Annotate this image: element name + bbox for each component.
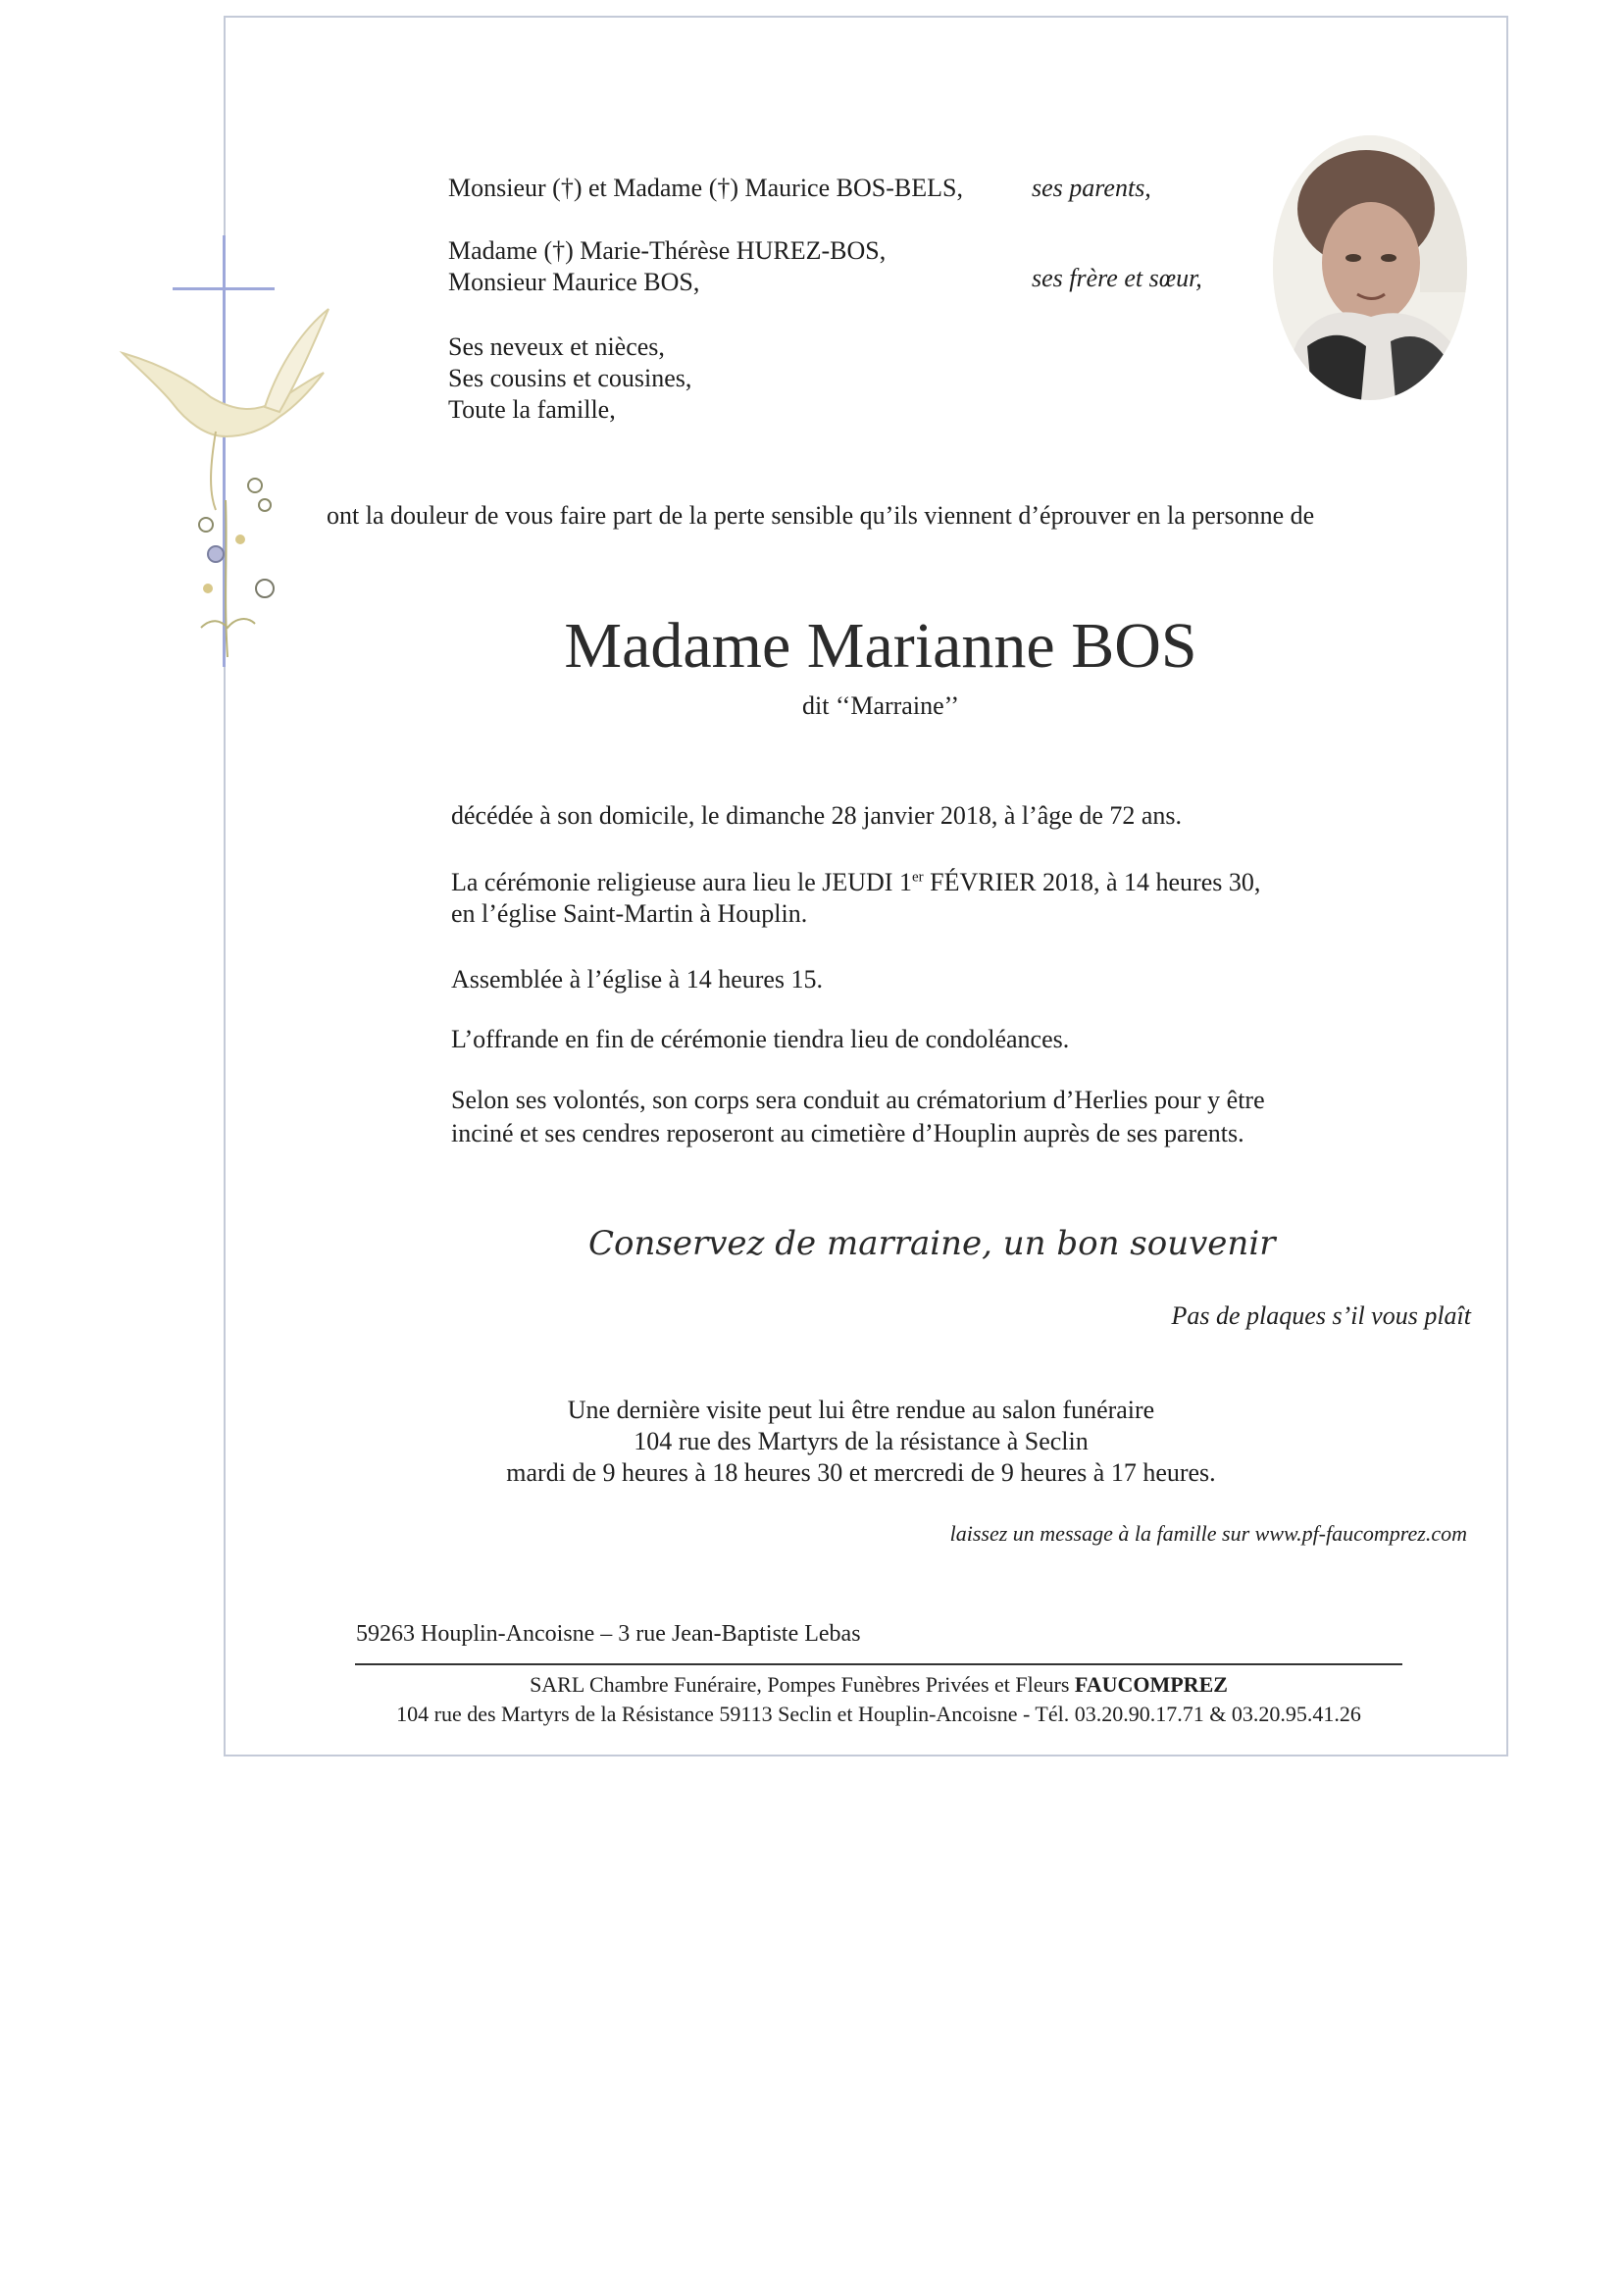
ceremony-place: en l’église Saint-Martin à Houplin. [451, 899, 808, 928]
relatives-line-1: Ses neveux et nièces, [448, 332, 665, 361]
wishes-line-1: Selon ses volontés, son corps sera conduit au crématorium d’Herlies pour y être [451, 1086, 1265, 1114]
deceased-nickname: dit ‘‘Marraine’’ [802, 691, 959, 720]
memorial-quote: Conservez de marraine, un bon souvenir [588, 1224, 1276, 1263]
announcement-text: ont la douleur de vous faire part de la perte sensible qu’ils viennent d’éprouver en la personne de [327, 501, 1315, 530]
siblings-role: ses frère et sœur, [1032, 264, 1202, 292]
company-line-2: 104 rue des Martyrs de la Résistance 59113 Seclin et Houplin-Ancoisne - Tél. 03.20.90.17.71 & 03.20.95.41.26 [396, 1702, 1361, 1726]
cross-icon-bar [173, 287, 275, 290]
family-address: 59263 Houplin-Ancoisne – 3 rue Jean-Baptiste Lebas [356, 1621, 861, 1647]
wishes-line-2: inciné et ses cendres reposeront au cimetière d’Houplin auprès de ses parents. [451, 1119, 1244, 1147]
dove-icon [118, 304, 333, 677]
parents-role: ses parents, [1032, 174, 1151, 202]
message-link[interactable]: laissez un message à la famille sur www.pf-faucomprez.com [949, 1521, 1467, 1546]
offering-text: L’offrande en fin de cérémonie tiendra lieu de condoléances. [451, 1025, 1070, 1053]
death-details: décédée à son domicile, le dimanche 28 janvier 2018, à l’âge de 72 ans. [451, 801, 1183, 830]
company-line-1: SARL Chambre Funéraire, Pompes Funèbres Privées et Fleurs FAUCOMPREZ [530, 1672, 1228, 1697]
deceased-name: Madame Marianne BOS [564, 610, 1197, 682]
visit-line-3: mardi de 9 heures à 18 heures 30 et mercredi de 9 heures à 17 heures. [506, 1458, 1216, 1487]
relatives-line-2: Ses cousins et cousines, [448, 364, 692, 392]
portrait-photo [1273, 135, 1467, 400]
parents-line: Monsieur (†) et Madame (†) Maurice BOS-BELS, [448, 174, 963, 202]
relatives-line-3: Toute la famille, [448, 395, 616, 424]
footer-divider [355, 1663, 1402, 1665]
visit-line-1: Une dernière visite peut lui être rendue au salon funéraire [567, 1396, 1155, 1424]
sibling-line-1: Madame (†) Marie-Thérèse HUREZ-BOS, [448, 236, 887, 265]
visit-line-2: 104 rue des Martyrs de la résistance à Seclin [634, 1427, 1089, 1455]
no-plaques-note: Pas de plaques s’il vous plaît [1171, 1301, 1471, 1330]
ceremony-line: La cérémonie religieuse aura lieu le JEUDI 1er FÉVRIER 2018, à 14 heures 30, [451, 868, 1261, 896]
assembly-time: Assemblée à l’église à 14 heures 15. [451, 965, 824, 993]
sibling-line-2: Monsieur Maurice BOS, [448, 268, 700, 296]
